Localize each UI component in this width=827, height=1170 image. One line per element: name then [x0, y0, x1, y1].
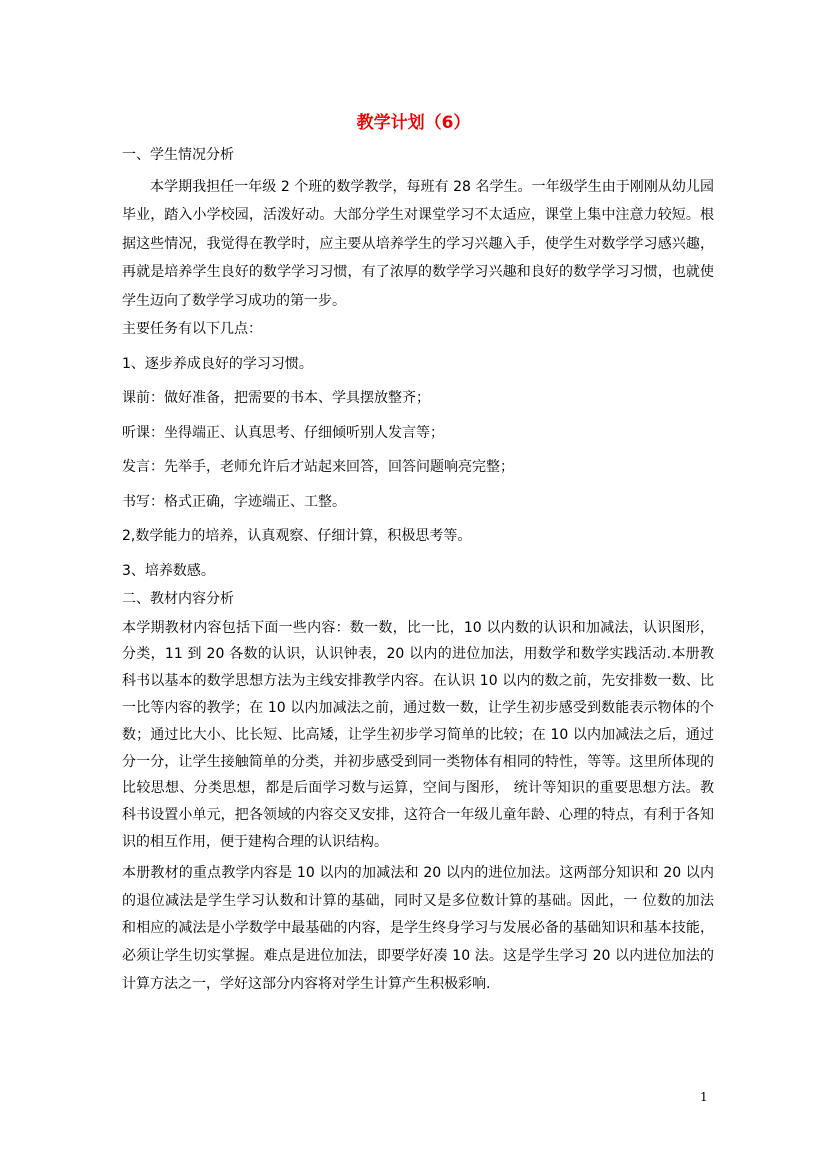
task-item-1-listen: 听课：坐得端正、认真思考、仔细倾听别人发言等； [122, 424, 444, 441]
tasks-intro: 主要任务有以下几点： [122, 321, 262, 338]
paragraph-key-content: 本册教材的重点教学内容是 10 以内的加减法和 20 以内的进位加法。这两部分知识和 20 以内的退位减法是学生学习认数和计算的基础，同时又是多位数计算的基础。因此，一 位数的加法和相应的减法是小学数学中最基础的内容，是学生终身学习与发展必备的基础知识和基本技能，必须让学生切实掌握。难点是进位加法，即要学好凑 10 法。这是学生学习 20 以内进位加法的计算方法之一，学好这部分内容将对学生计算产生积极彩响. [122, 864, 714, 992]
document-body [122, 145, 714, 999]
paragraph-textbook-content: 本学期教材内容包括下面一些内容：数一数，比一比，10 以内数的认识和加减法，认识图形，分类，11 到 20 各数的认识，认识钟表，20 以内的进位加法，用数学和数学实践活动.本册教科书以基本的数学思想方法为主线安排教学内容。在认识 10 以内的数之前，先安排数一数、比一比等内容的教学；在 10 以内加减法之前，通过数一数，让学生初步感受到数能表示物体的个数；通过比大小、比长短、比高矮，让学生初步学习简单的比较；在 10 以内加减法之后，通过分一分，让学生接触简单的分类，并初步感受到同一类物体有相同的特性，等等。这里所体现的比较思想、分类思想，都是后面学习数与运算，空间与图形， 统计等知识的重要思想方法。教科书设置小单元，把各领域的内容交叉安排，这符合一年级儿童年龄、心理的特点，有利于各知识的相互作用，便于建构合理的认识结构。 [122, 619, 714, 850]
paragraph-student-analysis: 本学期我担任一年级 2 个班的数学教学，每班有 28 名学生。一年级学生由于刚刚从幼儿园毕业，踏入小学校园，活泼好动。大部分学生对课堂学习不太适应，课堂上集中注意力较短。根据这些情况，我觉得在教学时，应主要从培养学生的学习兴趣入手，使学生对数学学习感兴趣，再就是培养学生良好的数学学习习惯，有了浓厚的数学学习兴趣和良好的数学学习习惯，也就使学生迈向了数学学习成功的第一步。 [122, 179, 714, 309]
task-item-1-speak: 发言：先举手，老师允许后才站起来回答，回答问题响亮完整； [122, 459, 514, 476]
task-item-1-prep: 课前：做好准备，把需要的书本、学具摆放整齐； [122, 390, 430, 407]
section-heading-textbook-analysis: 二、教材内容分析 [122, 590, 234, 607]
task-item-1-write: 书写：格式正确，字迹端正、工整。 [122, 493, 346, 510]
document-title: 教学计划（6） [356, 113, 471, 133]
task-item-1: 1、逐步养成良好的学习习惯。 [122, 355, 313, 372]
section-heading-student-analysis: 一、学生情况分析 [122, 147, 234, 163]
page-number: 1 [700, 1090, 708, 1104]
task-item-3: 3、培养数感。 [122, 562, 215, 579]
task-item-2: 2,数学能力的培养，认真观察、仔细计算，积极思考等。 [122, 528, 472, 545]
